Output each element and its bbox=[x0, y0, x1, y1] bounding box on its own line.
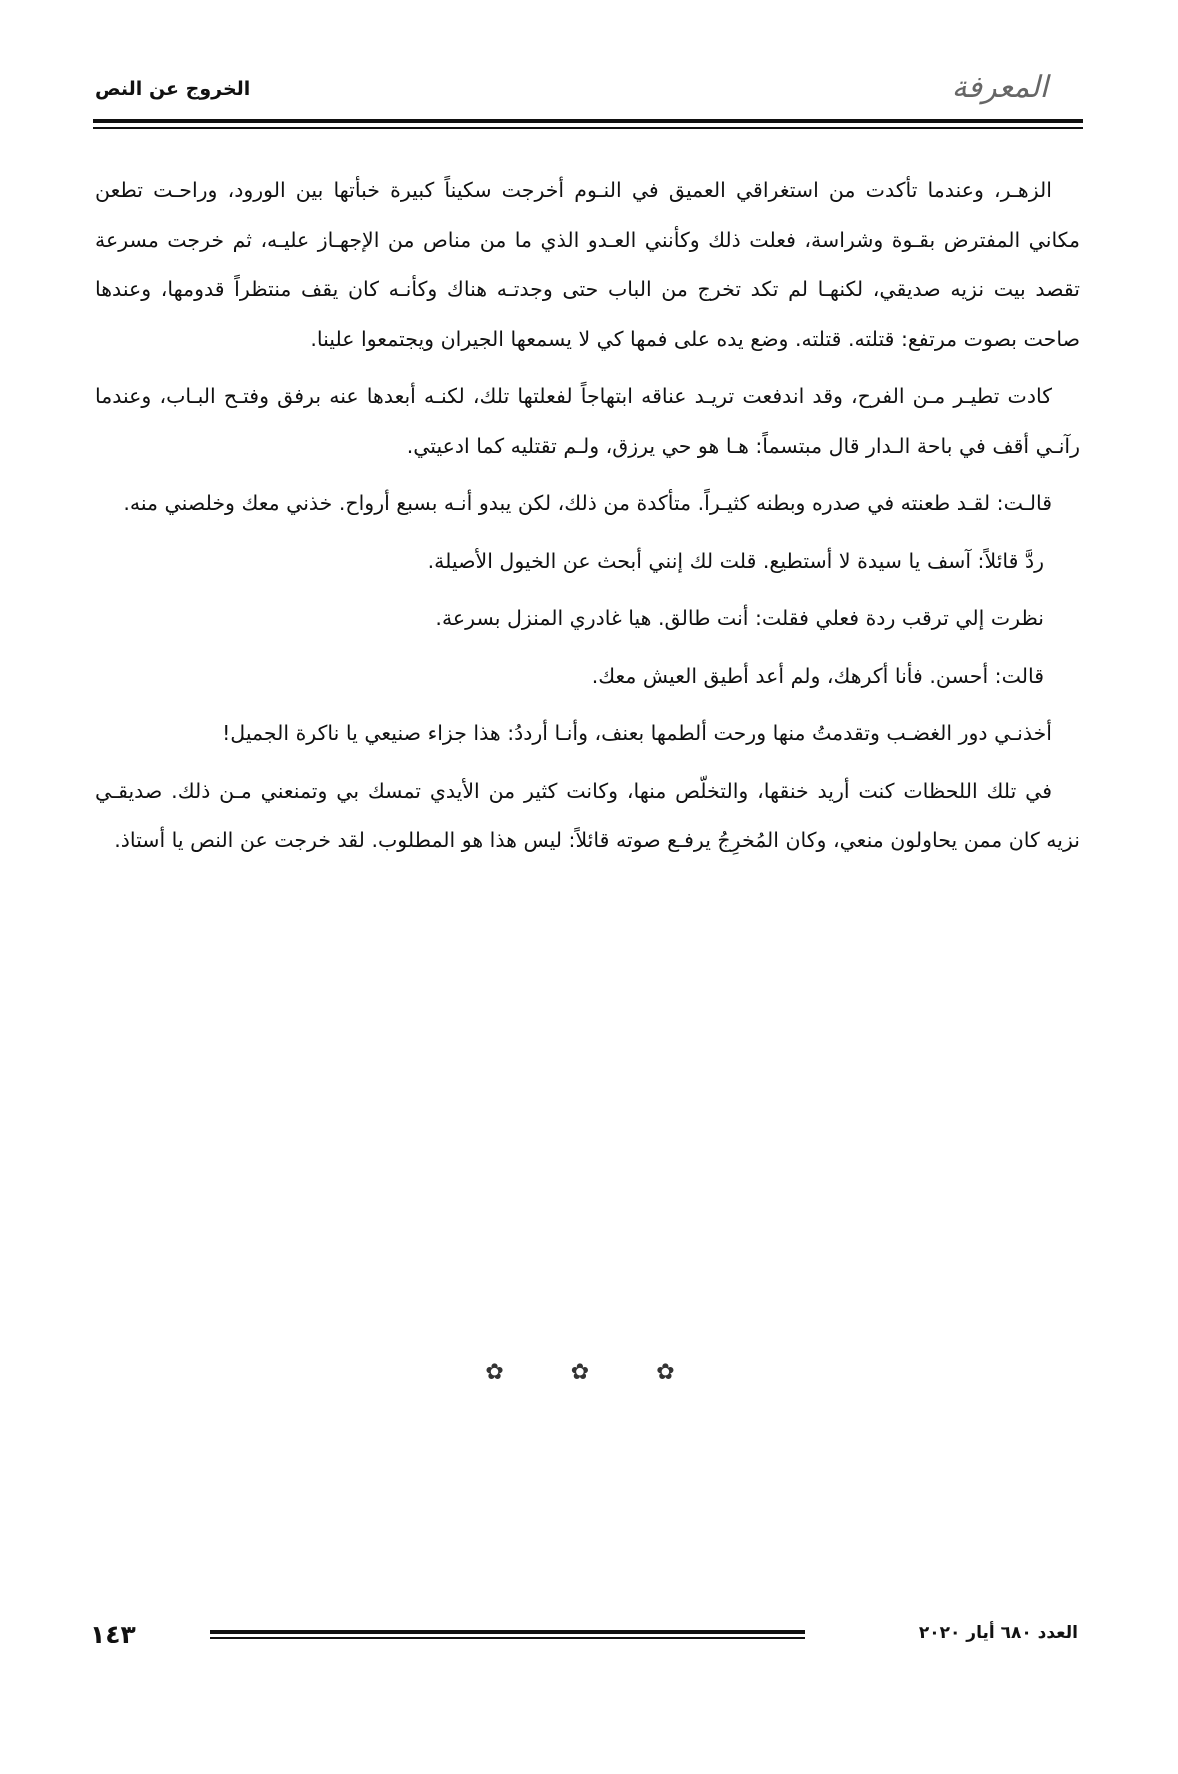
issue-info: العدد ٦٨٠ أيار ٢٠٢٠ bbox=[918, 1623, 1078, 1643]
magazine-logo: المعرفة bbox=[951, 70, 1048, 105]
dialogue-line: نظرت إلي ترقب ردة فعلي فقلت: أنت طالق. هيا غادري المنزل بسرعة. bbox=[435, 606, 1044, 630]
page-number: ١٤٣ bbox=[90, 1620, 136, 1649]
paragraph: كادت تطيـر مـن الفرح، وقد اندفعت تريـد عناقه ابتهاجاً لفعلتها تلك، لكنـه أبعدها عنه برفق وفتـح البـاب، وعندما رآنـي أقف في باحة الـدار قال مبتسماً: هـا هو حي يرزق، ولـم تقتليه كما ادعيتي. bbox=[95, 384, 1080, 458]
section-title: الخروج عن النص bbox=[95, 78, 251, 100]
paragraph: الزهـر، وعندما تأكدت من استغراقي العميق في النـوم أخرجت سكيناً كبيرة خبأتها بين الورود، وراحـت تطعن مكاني المفترض بقـوة وشراسة، فعلت ذلك وكأنني العـدو الذي ما من مناص من الإجهـاز عليـه، ثم خرجت مسرعة تقصد بيت نزيه صديقي، لكنهـا لم تكد تخرج من الباب حتى وجدتـه هناك وكأنـه كان يقف منتظراً قدومها، وعندها صاحت بصوت مرتفع: قتلته. قتلته. وضع يده على فمها كي لا يسمعها الجيران ويجتمعوا علينا. bbox=[95, 178, 1080, 351]
footer-rule-thick bbox=[210, 1630, 805, 1634]
paragraph: أخذنـي دور الغضـب وتقدمتُ منها ورحت ألطمها بعنف، وأنـا أرددُ: هذا جزاء صنيعي يا ناكرة الجميل! bbox=[222, 721, 1052, 745]
dialogue-line: ردَّ قائلاً: آسف يا سيدة لا أستطيع. قلت لك إنني أبحث عن الخيول الأصيلة. bbox=[427, 548, 1044, 573]
paragraph: في تلك اللحظات كنت أريد خنقها، والتخلّص منها، وكانت كثير من الأيدي تمسك بي وتمنعني مـن ذلك. صديقـي نزيه كان ممن يحاولون منعي، وكان المُخرِجُ يرفـع صوته قائلاً: ليس هذا هو المطلوب. لقد خرجت عن النص يا أستاذ. bbox=[95, 778, 1080, 852]
article-body bbox=[95, 166, 1080, 874]
flower-ornament-icon: ✿ bbox=[485, 1360, 522, 1385]
section-end-ornaments bbox=[0, 1360, 1178, 1385]
flower-ornament-icon: ✿ bbox=[570, 1360, 608, 1385]
header-rule-thick bbox=[93, 119, 1083, 123]
paragraph: قالـت: لقـد طعنته في صدره وبطنه كثيـراً. متأكدة من ذلك، لكن يبدو أنـه بسبع أرواح. خذني معك وخلصني منه. bbox=[123, 491, 1052, 515]
flower-ornament-icon: ✿ bbox=[656, 1360, 693, 1385]
footer-rule-thin bbox=[210, 1637, 805, 1639]
page-header bbox=[0, 0, 1178, 130]
dialogue-line: قالت: أحسن. فأنا أكرهك، ولم أعد أطيق العيش معك. bbox=[591, 663, 1044, 688]
header-rule-thin bbox=[93, 127, 1083, 129]
